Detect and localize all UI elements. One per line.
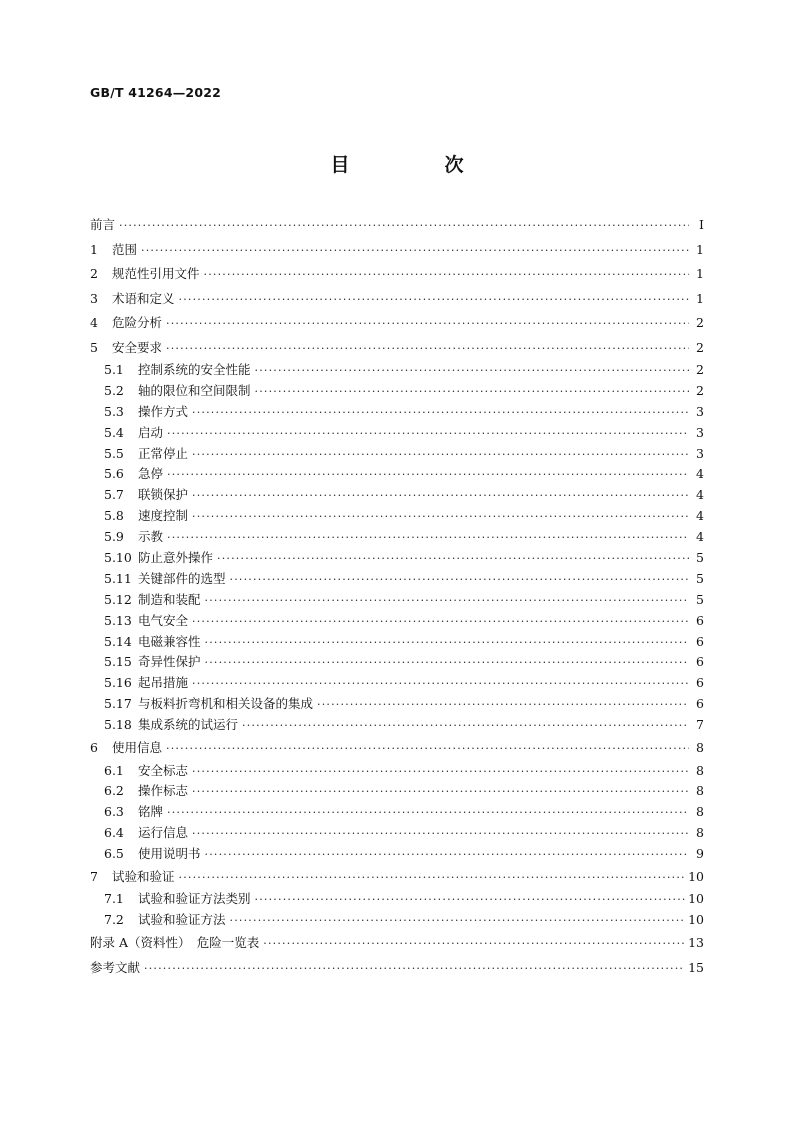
toc-entry[interactable] bbox=[90, 444, 704, 465]
toc-entry-title: 附录 A（资料性） 危险一览表 bbox=[90, 935, 260, 951]
toc-entry-title: 控制系统的安全性能 bbox=[138, 362, 251, 377]
toc-entry[interactable] bbox=[90, 844, 704, 865]
toc-dot-leader bbox=[144, 957, 685, 982]
toc-entry-title: 参考文献 bbox=[90, 959, 141, 975]
toc-dot-leader bbox=[205, 653, 689, 674]
toc-entry-title: 试验和验证方法 bbox=[138, 912, 226, 928]
toc-entry-page: 4 bbox=[696, 466, 704, 482]
toc-entry-page: 4 bbox=[696, 487, 704, 503]
toc-entry-page: 6 bbox=[696, 696, 704, 712]
toc-entry-number: 3 bbox=[90, 290, 98, 306]
toc-entry-title: 联锁保护 bbox=[138, 487, 189, 503]
toc-entry-number: 6.4 bbox=[104, 825, 124, 841]
toc-dot-leader bbox=[230, 570, 689, 591]
toc-dot-leader bbox=[317, 695, 689, 716]
toc-entry[interactable] bbox=[90, 402, 704, 423]
toc-entry-number: 5.9 bbox=[104, 529, 124, 545]
toc-entry-title: 前言 bbox=[90, 217, 116, 232]
toc-entry-number: 5 bbox=[90, 339, 98, 355]
toc-entry-page: 9 bbox=[696, 846, 704, 862]
toc-entry[interactable] bbox=[90, 423, 704, 444]
toc-dot-leader bbox=[205, 633, 689, 654]
toc-entry-number: 5.11 bbox=[104, 570, 132, 586]
toc-entry-page: 7 bbox=[696, 717, 704, 733]
toc-entry-number: 6.2 bbox=[104, 783, 124, 799]
toc-entry[interactable] bbox=[90, 464, 704, 485]
toc-entry-number: 7.2 bbox=[104, 912, 124, 928]
toc-entry[interactable] bbox=[90, 311, 704, 336]
toc-entry[interactable] bbox=[90, 360, 704, 381]
toc-entry[interactable] bbox=[90, 956, 704, 981]
toc-entry-page: 13 bbox=[688, 935, 704, 951]
toc-entry-page: 3 bbox=[696, 424, 704, 440]
toc-dot-leader bbox=[204, 263, 689, 288]
toc-entry[interactable] bbox=[90, 736, 704, 761]
toc-dot-leader bbox=[263, 932, 685, 957]
toc-dot-leader bbox=[141, 239, 689, 264]
toc-entry[interactable] bbox=[90, 761, 704, 782]
toc-dot-leader bbox=[255, 382, 689, 403]
toc-dot-leader bbox=[205, 845, 689, 866]
toc-dot-leader bbox=[192, 612, 689, 633]
toc-entry-number: 6.5 bbox=[104, 846, 124, 862]
toc-entry-page: 5 bbox=[696, 550, 704, 566]
toc-entry-page: 2 bbox=[696, 382, 704, 398]
toc-entry-title: 速度控制 bbox=[138, 508, 189, 524]
toc-entry-page: 6 bbox=[696, 654, 704, 670]
toc-entry[interactable] bbox=[90, 694, 704, 715]
toc-entry-title: 奇异性保护 bbox=[138, 654, 201, 670]
toc-entry-number: 5.7 bbox=[104, 487, 124, 503]
toc-entry-page: 10 bbox=[688, 868, 704, 884]
toc-entry-page: 4 bbox=[696, 508, 704, 524]
toc-entry[interactable] bbox=[90, 485, 704, 506]
toc-entry-number: 5.3 bbox=[104, 403, 124, 419]
toc-entry-title: 示教 bbox=[138, 529, 164, 545]
toc-dot-leader bbox=[167, 528, 689, 549]
toc-entry-page: 8 bbox=[696, 783, 704, 799]
toc-dot-leader bbox=[166, 737, 689, 762]
toc-dot-leader bbox=[192, 824, 689, 845]
toc-entry-title: 运行信息 bbox=[138, 825, 189, 841]
toc-entry-title: 启动 bbox=[138, 424, 164, 440]
toc-dot-leader bbox=[119, 214, 689, 239]
toc-entry[interactable] bbox=[90, 823, 704, 844]
toc-dot-leader bbox=[167, 424, 689, 445]
toc-entry-number: 5.18 bbox=[104, 717, 132, 733]
toc-entry-page: 1 bbox=[696, 290, 704, 306]
toc-entry-page: 6 bbox=[696, 675, 704, 691]
toc-entry-page: 8 bbox=[696, 825, 704, 841]
toc-entry-number: 5.8 bbox=[104, 508, 124, 524]
toc-dot-leader bbox=[230, 911, 686, 932]
toc-dot-leader bbox=[166, 337, 689, 362]
toc-entry-number: 4 bbox=[90, 315, 98, 330]
toc-entry[interactable] bbox=[90, 262, 704, 287]
toc-entry[interactable] bbox=[90, 590, 704, 611]
toc-entry-title: 操作标志 bbox=[138, 783, 189, 799]
toc-entry-number: 1 bbox=[90, 241, 98, 257]
toc-entry-number: 5.13 bbox=[104, 612, 132, 628]
toc-entry-title: 安全标志 bbox=[138, 762, 189, 778]
toc-list bbox=[90, 213, 704, 980]
toc-entry-page: 15 bbox=[688, 959, 704, 975]
toc-entry-title: 制造和装配 bbox=[138, 591, 201, 607]
toc-entry-number: 5.14 bbox=[104, 633, 132, 649]
toc-dot-leader bbox=[205, 591, 689, 612]
toc-entry-page: 8 bbox=[696, 740, 704, 756]
toc-dot-leader bbox=[167, 465, 689, 486]
toc-entry-title: 试验和验证 bbox=[112, 868, 175, 884]
toc-entry-number: 5.12 bbox=[104, 591, 132, 607]
toc-dot-leader bbox=[192, 782, 689, 803]
toc-entry[interactable] bbox=[90, 910, 704, 931]
toc-entry-page: 8 bbox=[696, 804, 704, 820]
toc-dot-leader bbox=[167, 803, 689, 824]
toc-entry[interactable] bbox=[90, 802, 704, 823]
toc-entry[interactable] bbox=[90, 632, 704, 653]
toc-dot-leader bbox=[192, 762, 689, 783]
toc-entry-title: 关键部件的选型 bbox=[138, 570, 226, 586]
toc-dot-leader bbox=[217, 549, 689, 570]
toc-entry-page: 8 bbox=[696, 762, 704, 778]
toc-entry-page: 5 bbox=[696, 570, 704, 586]
toc-entry[interactable] bbox=[90, 548, 704, 569]
toc-dot-leader bbox=[179, 288, 689, 313]
toc-entry-number: 5.16 bbox=[104, 675, 132, 691]
toc-entry-page: 6 bbox=[696, 612, 704, 628]
toc-entry-title: 安全要求 bbox=[112, 339, 163, 355]
toc-dot-leader bbox=[242, 716, 689, 737]
toc-entry-page: 5 bbox=[696, 591, 704, 607]
toc-entry-title: 危险分析 bbox=[112, 315, 163, 330]
toc-dot-leader bbox=[255, 890, 686, 911]
toc-entry-title: 规范性引用文件 bbox=[112, 266, 200, 281]
toc-entry[interactable] bbox=[90, 506, 704, 527]
toc-entry-page: I bbox=[699, 217, 704, 232]
toc-entry-title: 轴的限位和空间限制 bbox=[138, 382, 251, 398]
toc-dot-leader bbox=[192, 674, 689, 695]
toc-entry-number: 6.3 bbox=[104, 804, 124, 820]
toc-entry[interactable] bbox=[90, 652, 704, 673]
toc-entry-number: 5.5 bbox=[104, 445, 124, 461]
toc-entry-number: 5.1 bbox=[104, 362, 124, 377]
toc-entry[interactable] bbox=[90, 238, 704, 263]
toc-entry-page: 10 bbox=[688, 891, 704, 907]
standard-number: GB/T 41264—2022 bbox=[90, 85, 222, 100]
toc-title: 目 次 bbox=[330, 154, 502, 176]
toc-entry[interactable] bbox=[90, 287, 704, 312]
toc-dot-leader bbox=[192, 486, 689, 507]
toc-entry-title: 电气安全 bbox=[138, 612, 189, 628]
toc-entry-title: 范围 bbox=[112, 241, 138, 257]
toc-entry-number: 7.1 bbox=[104, 891, 124, 907]
toc-entry[interactable] bbox=[90, 889, 704, 910]
toc-entry-title: 电磁兼容性 bbox=[138, 633, 201, 649]
toc-entry-page: 2 bbox=[696, 362, 704, 377]
toc-dot-leader bbox=[166, 312, 689, 337]
toc-entry-title: 急停 bbox=[138, 466, 164, 482]
toc-dot-leader bbox=[255, 361, 689, 382]
toc-entry[interactable] bbox=[90, 931, 704, 956]
toc-entry-title: 使用说明书 bbox=[138, 846, 201, 862]
toc-entry-page: 10 bbox=[688, 912, 704, 928]
toc-entry[interactable] bbox=[90, 381, 704, 402]
toc-entry-page: 3 bbox=[696, 445, 704, 461]
toc-entry-title: 铭牌 bbox=[138, 804, 164, 820]
toc-entry-page: 4 bbox=[696, 529, 704, 545]
toc-entry-title: 集成系统的试运行 bbox=[138, 717, 239, 733]
toc-entry-page: 1 bbox=[696, 266, 704, 281]
toc-entry-title: 防止意外操作 bbox=[138, 550, 214, 566]
toc-entry-number: 2 bbox=[90, 266, 98, 281]
toc-entry-page: 1 bbox=[696, 241, 704, 257]
toc-entry-number: 5.17 bbox=[104, 696, 132, 712]
toc-entry-number: 7 bbox=[90, 868, 98, 884]
toc-entry[interactable] bbox=[90, 715, 704, 736]
toc-entry-title: 正常停止 bbox=[138, 445, 189, 461]
toc-entry-number: 5.4 bbox=[104, 424, 124, 440]
toc-dot-leader bbox=[192, 403, 689, 424]
toc-entry-number: 5.15 bbox=[104, 654, 132, 670]
toc-entry[interactable] bbox=[90, 213, 704, 238]
toc-entry[interactable] bbox=[90, 527, 704, 548]
toc-entry-number: 6 bbox=[90, 740, 98, 756]
toc-entry-title: 与板料折弯机和相关设备的集成 bbox=[138, 696, 314, 712]
toc-entry-page: 6 bbox=[696, 633, 704, 649]
toc-entry-title: 操作方式 bbox=[138, 403, 189, 419]
toc-dot-leader bbox=[192, 445, 689, 466]
toc-entry[interactable] bbox=[90, 673, 704, 694]
toc-entry-page: 2 bbox=[696, 339, 704, 355]
toc-entry-title: 起吊措施 bbox=[138, 675, 189, 691]
toc-entry-page: 3 bbox=[696, 403, 704, 419]
toc-entry[interactable] bbox=[90, 865, 704, 890]
toc-entry[interactable] bbox=[90, 781, 704, 802]
toc-dot-leader bbox=[192, 507, 689, 528]
toc-entry-number: 6.1 bbox=[104, 762, 124, 778]
toc-entry-title: 使用信息 bbox=[112, 740, 163, 756]
toc-entry-number: 5.6 bbox=[104, 466, 124, 482]
toc-entry-number: 5.2 bbox=[104, 382, 124, 398]
toc-entry[interactable] bbox=[90, 336, 704, 361]
toc-dot-leader bbox=[179, 866, 686, 891]
toc-entry-page: 2 bbox=[696, 315, 704, 330]
toc-entry[interactable] bbox=[90, 569, 704, 590]
toc-entry-title: 试验和验证方法类别 bbox=[138, 891, 251, 907]
toc-entry-number: 5.10 bbox=[104, 550, 132, 566]
toc-entry[interactable] bbox=[90, 611, 704, 632]
toc-entry-title: 术语和定义 bbox=[112, 290, 175, 306]
